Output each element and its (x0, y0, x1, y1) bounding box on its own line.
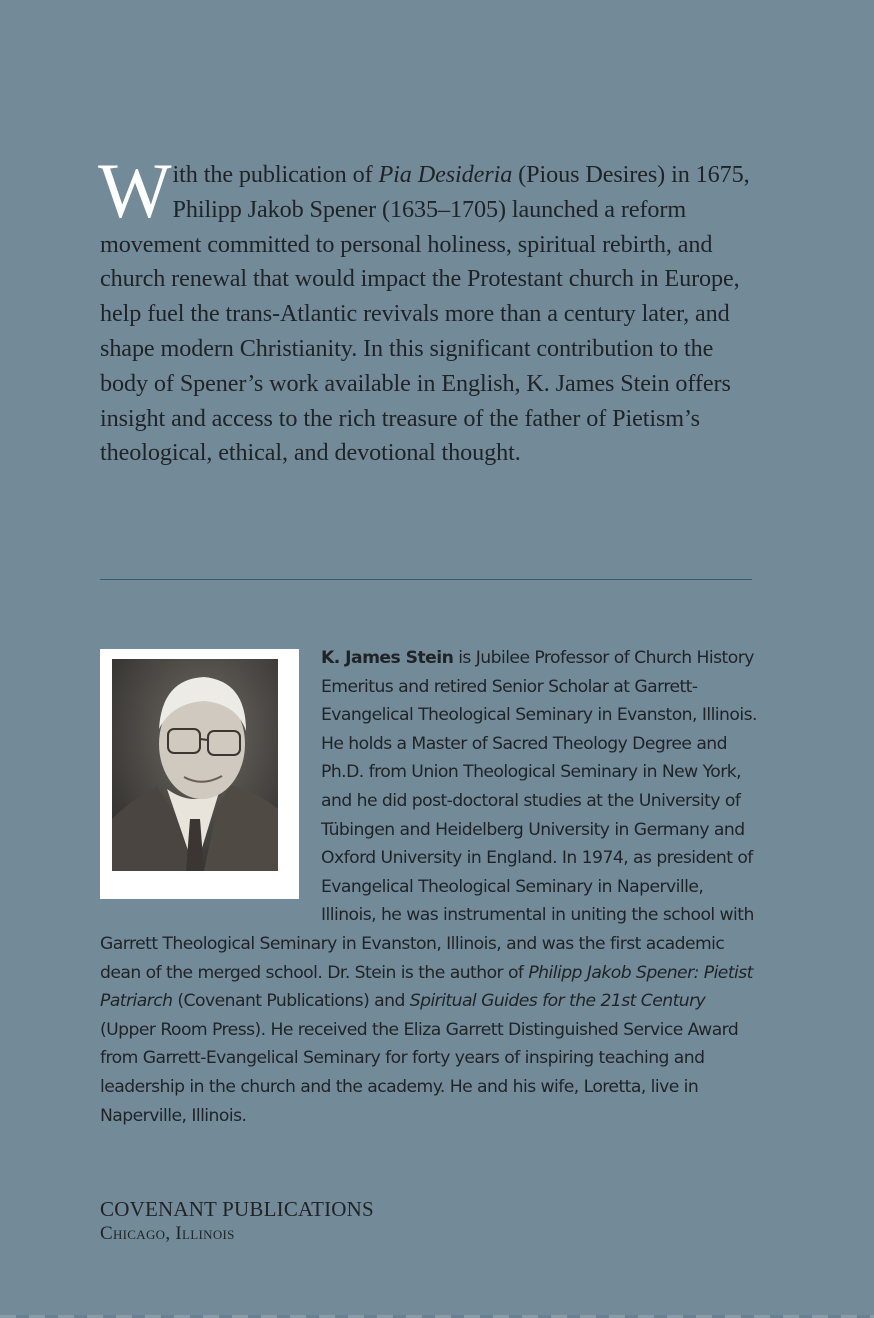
bio-text-3: (Upper Room Press). He received the Eliza Garrett Distinguished Service Award from Garrett-Evangelical Seminary for forty years of inspiring teaching and leadership in the church and the academy. He and his wife, Loretta, live in Naperville, Illinois. (100, 1019, 739, 1126)
blurb-text-start: ith the publication of (172, 161, 379, 188)
blurb-text-rest: (Pious Desires) in 1675, Philipp Jakob Spener (1635–1705) launched a reform movement committed to personal holiness, spiritual rebirth, and church renewal that would impact the Protestant church in Europe, help fuel the trans-Atlantic revivals more than a century later, and shape modern Christianity. In this significant contribution to the body of Spener’s work available in English, K. James Stein offers insight and access to the rich treasure of the father of Pietism’s theological, ethical, and devotional thought. (100, 161, 750, 467)
bio-text-2: (Covenant Publications) and (172, 991, 410, 1012)
publisher-city: Chicago, Illinois (100, 1223, 235, 1244)
book-title-1: Philipp Jakob Spener: Pietist Patriarch (100, 962, 753, 1012)
bio-text-1: is Jubilee Professor of Church History Emeritus and retired Senior Scholar at Garrett-Evangelical Theological Seminary in Evanston, Illinois. He holds a Master of Sacred Theology Degree and Ph.D. from Union Theological Seminary in New York, and he did post-doctoral studies at the University of Tübingen and Heidelberg University in Germany and Oxford University in England. In 1974, as president of Evangelical Theological Seminary in Naperville, Illinois, he was instrumental in uniting the school with Garrett Theological Seminary in Evanston, Illinois, and was the first academic dean of the merged school. Dr. Stein is the author of (100, 648, 757, 983)
blurb-book-title: Pia Desideria (378, 161, 513, 188)
portrait-illustration (112, 659, 278, 871)
author-photo (112, 659, 278, 871)
book-title-2: Spiritual Guides for the 21st Century (409, 991, 706, 1012)
drop-cap: W (98, 147, 172, 234)
publisher-name: COVENANT PUBLICATIONS (100, 1197, 374, 1221)
book-blurb (98, 147, 760, 471)
publisher-imprint (100, 1196, 374, 1246)
author-name: K. James Stein (321, 648, 454, 668)
section-divider (100, 579, 752, 580)
author-photo-frame (100, 649, 299, 899)
blurb-paragraph (98, 147, 760, 471)
author-bio (100, 644, 762, 1130)
